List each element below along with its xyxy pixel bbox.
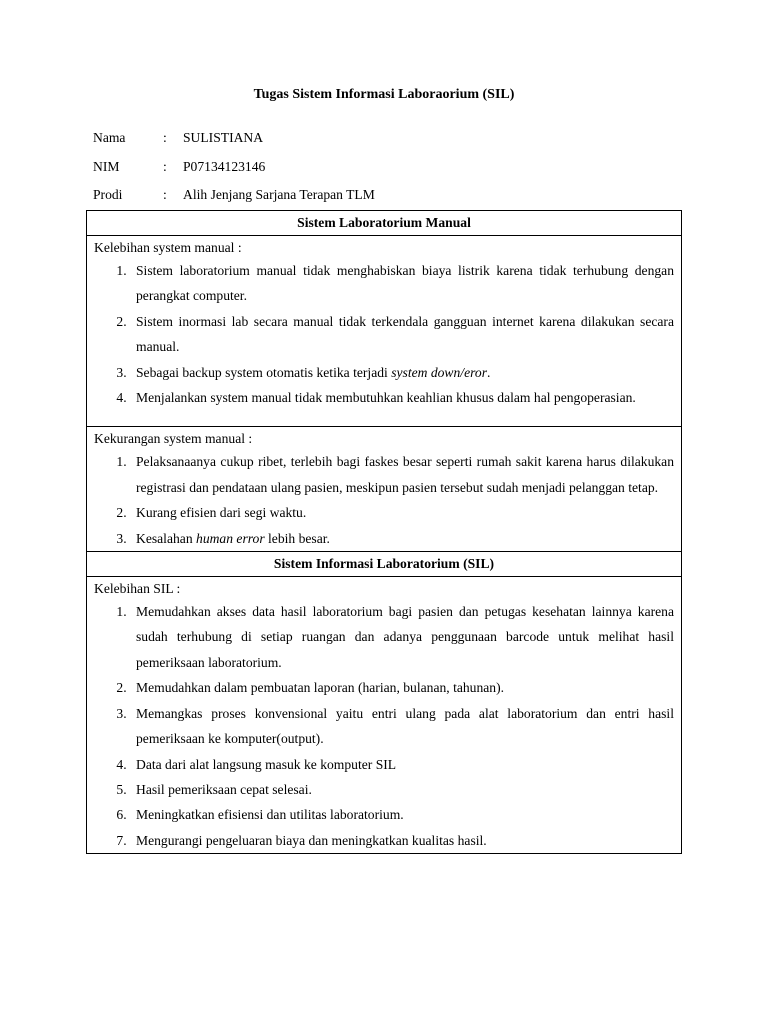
table-row: [87, 211, 682, 236]
comparison-table: [86, 210, 682, 854]
info-colon: :: [163, 130, 167, 146]
list-item: [130, 360, 674, 385]
list-item: 4. Menjalankan system manual tidak membutuhkan keahlian khusus dalam hal pengoperasian.: [130, 385, 674, 410]
sil-advantages-label: Kelebihan SIL :: [94, 581, 181, 597]
list-item: [130, 526, 674, 551]
info-label: NIM: [93, 158, 120, 174]
sil-advantages-list: [94, 599, 674, 853]
list-item-emphasis: human error: [196, 530, 265, 546]
table-row: [87, 552, 682, 577]
list-item-text: lebih besar.: [264, 530, 330, 546]
table-row: [87, 236, 682, 427]
table-row: [87, 577, 682, 854]
list-item: 6. Meningkatkan efisiensi dan utilitas laboratorium.: [130, 802, 674, 827]
manual-advantages-label: Kelebihan system manual :: [94, 240, 242, 255]
info-row-prodi: [93, 181, 375, 210]
list-item: 1. Sistem laboratorium manual tidak menghabiskan biaya listrik karena tidak terhubung dengan perangkat computer.: [130, 258, 674, 309]
list-item: 1. Memudahkan akses data hasil laboratorium bagi pasien dan petugas kesehatan lainnya karena sudah terhubung di setiap ruangan dan adanya penggunaan barcode untuk melihat hasil pemeriksaan laboratorium.: [130, 599, 674, 675]
info-colon: :: [163, 187, 167, 203]
info-value-nama: SULISTIANA: [183, 130, 264, 146]
list-item-text: Sebagai backup system otomatis ketika terjadi: [136, 364, 392, 380]
spacer: [94, 410, 674, 426]
manual-heading: Sistem Laboratorium Manual: [87, 211, 682, 236]
info-value-nim: P07134123146: [183, 158, 266, 174]
list-item-text: .: [486, 364, 491, 380]
list-item: 3. Memangkas proses konvensional yaitu entri ulang pada alat laboratorium dan entri hasil pemeriksaan ke komputer(output).: [130, 701, 674, 752]
table-row: [87, 427, 682, 552]
info-label: Nama: [93, 130, 126, 146]
list-item: 7. Mengurangi pengeluaran biaya dan meningkatkan kualitas hasil.: [130, 828, 674, 853]
sil-heading: Sistem Informasi Laboratorium (SIL): [87, 552, 682, 577]
manual-advantages-list: [94, 258, 674, 410]
manual-disadvantages-list: [94, 449, 674, 551]
list-item: 5. Hasil pemeriksaan cepat selesai.: [130, 777, 674, 802]
list-item: 2. Kurang efisien dari segi waktu.: [130, 500, 674, 525]
student-info: [93, 124, 375, 210]
list-item: 2. Memudahkan dalam pembuatan laporan (harian, bulanan, tahunan).: [130, 675, 674, 700]
sil-advantages-cell: [87, 577, 682, 854]
manual-disadvantages-label: Kekurangan system manual :: [94, 431, 253, 447]
info-value-prodi: Alih Jenjang Sarjana Terapan TLM: [183, 187, 375, 203]
info-row-nim: [93, 153, 375, 182]
document-title: Tugas Sistem Informasi Laboraorium (SIL): [253, 87, 515, 102]
manual-disadvantages-cell: [87, 427, 682, 552]
info-colon: :: [163, 158, 167, 174]
info-label: Prodi: [93, 187, 123, 203]
list-item-text: Kesalahan: [136, 530, 197, 546]
info-row-nama: [93, 124, 375, 153]
manual-advantages-cell: [87, 236, 682, 427]
list-item-emphasis: system down/eror: [391, 364, 487, 380]
list-item: 4. Data dari alat langsung masuk ke komputer SIL: [130, 752, 674, 777]
list-item: 1. Pelaksanaanya cukup ribet, terlebih bagi faskes besar seperti rumah sakit karena harus dilakukan registrasi dan pendataan ulang pasien, meskipun pasien tersebut sudah menjadi pelanggan tetap.: [130, 449, 674, 500]
list-item: 2. Sistem inormasi lab secara manual tidak terkendala gangguan internet karena dilakukan secara manual.: [130, 309, 674, 360]
